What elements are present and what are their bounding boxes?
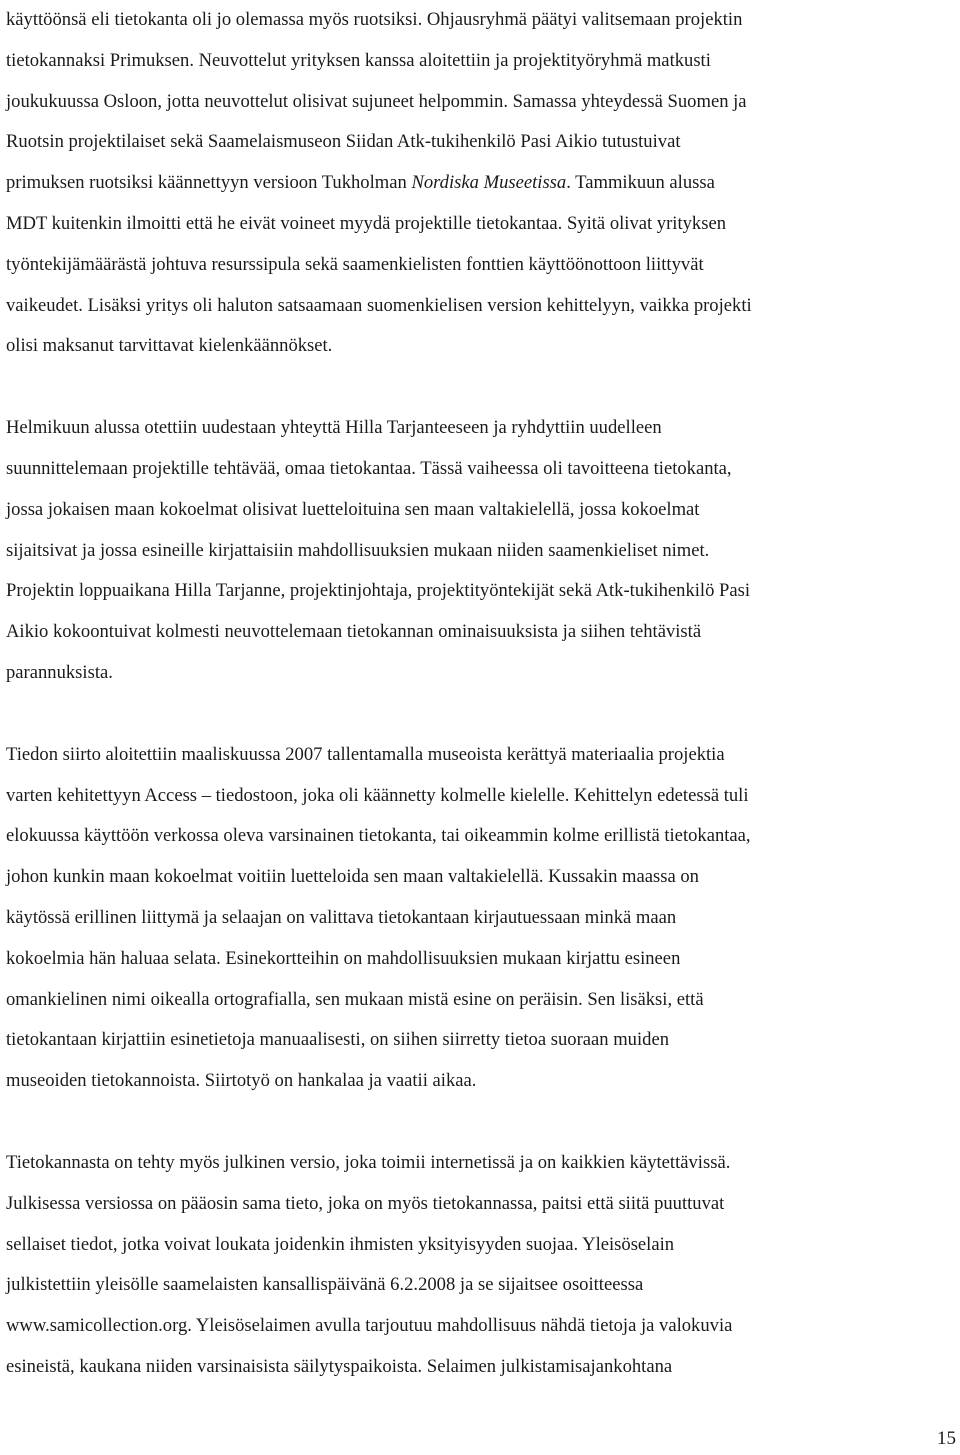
text-line: esineistä, kaukana niiden varsinaisista säilytyspaikoista. Selaimen julkistamisajankohtana: [6, 1355, 673, 1377]
text-line: käyttöönsä eli tietokanta oli jo olemassa myös ruotsiksi. Ohjausryhmä päätyi valitsemaan projektin: [6, 9, 743, 30]
text-line: vaikeudet. Lisäksi yritys oli haluton satsaamaan suomenkielisen version kehittelyyn, vaikka projekti: [6, 294, 752, 316]
paragraph-4: [6, 1143, 960, 1388]
text-line: olisi maksanut tarvittavat kielenkäännökset.: [6, 335, 333, 357]
text-line: Tietokannasta on tehty myös julkinen versio, joka toimii internetissä ja on kaikkien käytettävissä.: [6, 1151, 731, 1173]
text-line: joukukuussa Osloon, jotta neuvottelut olisivat sujuneet helpommin. Samassa yhteydessä Suomen ja: [6, 90, 747, 112]
text-line: Aikio kokoontuivat kolmesti neuvottelemaan tietokannan ominaisuuksista ja siihen tehtävistä: [6, 621, 702, 643]
page-number: 15: [937, 1428, 956, 1449]
text-line: varten kehitettyyn Access – tiedostoon, joka oli käännetty kolmelle kielelle. Kehittelyn edetessä tuli: [6, 784, 749, 806]
text-line: tietokannaksi Primuksen. Neuvottelut yrityksen kanssa aloitettiin ja projektityöryhmä matkusti: [6, 49, 711, 71]
paragraph-spacer: [6, 367, 960, 408]
italic-museum-name: Nordiska Museetissa: [411, 172, 567, 194]
text-line: omankielinen nimi oikealla ortografialla, sen mukaan mistä esine on peräisin. Sen lisäksi, että: [6, 988, 704, 1010]
text-line: parannuksista.: [6, 661, 113, 683]
paragraph-2: [6, 408, 960, 694]
paragraph-3: [6, 735, 960, 1102]
text-line: Projektin loppuaikana Hilla Tarjanne, projektinjohtaja, projektityöntekijät sekä Atk-tukihenkilö Pasi: [6, 580, 751, 602]
text-line: elokuussa käyttöön verkossa oleva varsinainen tietokanta, tai oikeammin kolme erillistä tietokantaa,: [6, 825, 751, 847]
paragraph-spacer: [6, 1102, 960, 1143]
text-line: jossa jokaisen maan kokoelmat olisivat luetteloituina sen maan valtakielellä, jossa kokoelmat: [6, 498, 700, 520]
text-line: johon kunkin maan kokoelmat voitiin luetteloida sen maan valtakielellä. Kussakin maassa on: [6, 866, 699, 888]
text-line-with-italic: [6, 163, 960, 204]
text-line: Julkisessa versiossa on pääosin sama tieto, joka on myös tietokannassa, paitsi että siitä puuttuvat: [6, 1192, 725, 1214]
text-line: www.samicollection.org. Yleisöselaimen avulla tarjoutuu mahdollisuus nähdä tietoja ja valokuvia: [6, 1315, 733, 1337]
paragraph-spacer: [6, 694, 960, 735]
text-line: sellaiset tiedot, jotka voivat loukata joidenkin ihmisten yksityisyyden suojaa. Yleisöselain: [6, 1233, 675, 1255]
text-line: julkistettiin yleisölle saamelaisten kansallispäivänä 6.2.2008 ja se sijaitsee osoitteessa: [6, 1274, 644, 1296]
text-line: Tiedon siirto aloitettiin maaliskuussa 2007 tallentamalla museoista kerättyä materiaalia projektia: [6, 743, 725, 765]
text-line: tietokantaan kirjattiin esinetietoja manuaalisesti, on siihen siirretty tietoa suoraan muiden: [6, 1029, 669, 1051]
text-line: käytössä erillinen liittymä ja selaajan on valittava tietokantaan kirjautuessaan minkä maan: [6, 906, 677, 928]
text-line: Helmikuun alussa otettiin uudestaan yhteyttä Hilla Tarjanteeseen ja ryhdyttiin uudelleen: [6, 417, 662, 439]
text-run: . Tammikuun alussa: [566, 172, 715, 194]
text-run: primuksen ruotsiksi käännettyyn versioon Tukholman: [6, 172, 412, 194]
text-line: Ruotsin projektilaiset sekä Saamelaismuseon Siidan Atk-tukihenkilö Pasi Aikio tutustuivat: [6, 131, 681, 153]
text-line: museoiden tietokannoista. Siirtotyö on hankalaa ja vaatii aikaa.: [6, 1070, 477, 1092]
text-line: kokoelmia hän haluaa selata. Esinekortteihin on mahdollisuuksien mukaan kirjattu esineen: [6, 947, 681, 969]
text-line: sijaitsivat ja jossa esineille kirjattaisiin mahdollisuuksien mukaan niiden saamenkieliset nimet.: [6, 539, 710, 561]
paragraph-1: [6, 0, 960, 367]
text-line: suunnittelemaan projektille tehtävää, omaa tietokantaa. Tässä vaiheessa oli tavoitteena tietokanta,: [6, 457, 732, 479]
text-line: työntekijämäärästä johtuva resurssipula sekä saamenkielisten fonttien käyttöönottoon liittyvät: [6, 253, 704, 275]
text-line: MDT kuitenkin ilmoitti että he eivät voineet myydä projektille tietokantaa. Syitä olivat yrityksen: [6, 212, 727, 234]
document-page: [6, 0, 960, 1388]
